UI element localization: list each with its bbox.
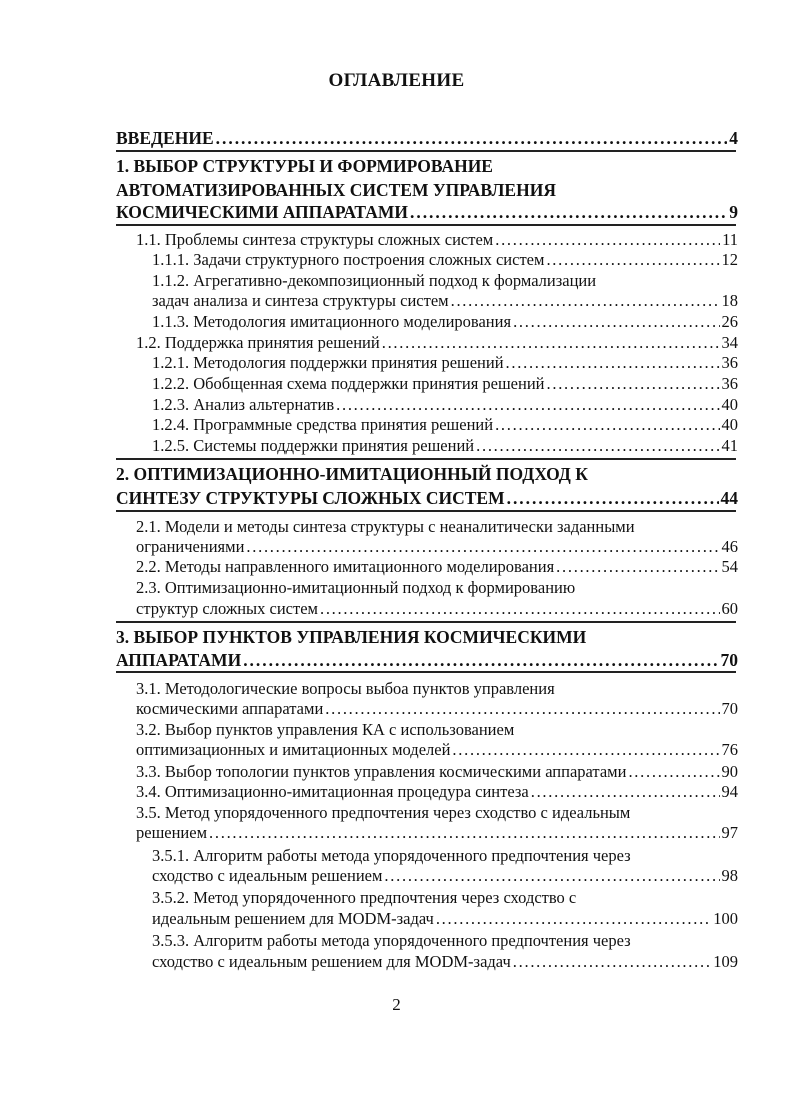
toc-2-3-line1: 2.3. Оптимизационно-имитационный подход к формированию [136, 578, 576, 597]
leader-dots [495, 415, 719, 435]
divider [116, 150, 736, 152]
toc-entry-1-2-5[interactable]: 1.2.5. Системы поддержки принятия решений . . . 41 [152, 436, 738, 456]
page-title: ОГЛАВЛЕНИЕ [328, 70, 465, 91]
toc-entry-3-3[interactable]: 3.3. Выбор топологии пунктов управления космическими аппаратами . . . 90 [136, 762, 738, 782]
leader-dots [452, 740, 719, 760]
divider [116, 621, 736, 623]
toc-entry-1-2-2[interactable]: 1.2.2. Обобщенная схема поддержки принятия решений . . . 36 [152, 374, 738, 394]
leader-dots [451, 291, 720, 311]
leader-dots [546, 250, 719, 270]
toc-entry-1-1[interactable]: 1.1. Проблемы синтеза структуры сложных систем . . . 11 [136, 230, 738, 250]
toc-ch3-line1: 3. ВЫБОР ПУНКТОВ УПРАВЛЕНИЯ КОСМИЧЕСКИМИ [116, 627, 587, 647]
toc-entry-1-1-1[interactable]: 1.1.1. Задачи структурного построения сложных систем . . . 12 [152, 250, 738, 270]
toc-3-5-1-line1: 3.5.1. Алгоритм работы метода упорядоченного предпочтения через [152, 846, 631, 865]
leader-dots [495, 230, 720, 250]
toc-3-2-line1: 3.2. Выбор пунктов управления КА с использованием [136, 720, 515, 739]
toc-ch2-line1: 2. ОПТИМИЗАЦИОННО-ИМИТАЦИОННЫЙ ПОДХОД К [116, 464, 588, 484]
leader-dots [410, 202, 727, 222]
divider [116, 510, 736, 512]
leader-dots [531, 782, 720, 802]
toc-entry-ch1[interactable]: КОСМИЧЕСКИМИ АППАРАТАМИ . . . 9 [116, 202, 738, 222]
toc-entry-2-2[interactable]: 2.2. Методы направленного имитационного моделирования . . . 54 [136, 557, 738, 577]
leader-dots [547, 374, 720, 394]
leader-dots [382, 333, 720, 353]
toc-entry-3-5-3[interactable]: сходство с идеальным решением для MODM-задач . . . 109 [152, 952, 738, 972]
leader-dots [513, 952, 711, 972]
leader-dots [216, 128, 728, 148]
toc-entry-ch3[interactable]: АППАРАТАМИ . . . 70 [116, 650, 738, 670]
divider [116, 224, 736, 226]
toc-entry-3-2[interactable]: оптимизационных и имитационных моделей . . . 76 [136, 740, 738, 760]
leader-dots [325, 699, 719, 719]
toc-ch1-line2: АВТОМАТИЗИРОВАННЫХ СИСТЕМ УПРАВЛЕНИЯ [116, 180, 556, 200]
toc-entry-1-2[interactable]: 1.2. Поддержка принятия решений . . . 34 [136, 333, 738, 353]
toc-entry-2-3[interactable]: структур сложных систем . . . 60 [136, 599, 738, 619]
divider [116, 671, 736, 673]
leader-dots [513, 312, 719, 332]
leader-dots [556, 557, 719, 577]
leader-dots [246, 537, 719, 557]
toc-2-1-line1: 2.1. Модели и методы синтеза структуры с неаналитически заданными [136, 517, 635, 536]
toc-1-1-2-line1: 1.1.2. Агрегативно-декомпозиционный подход к формализации [152, 271, 597, 290]
toc-3-5-2-line1: 3.5.2. Метод упорядоченного предпочтения через сходство с [152, 888, 577, 907]
toc-ch1-line1: 1. ВЫБОР СТРУКТУРЫ И ФОРМИРОВАНИЕ [116, 156, 493, 176]
toc-entry-1-2-1[interactable]: 1.2.1. Методология поддержки принятия решений . . . 36 [152, 353, 738, 373]
toc-3-5-line1: 3.5. Метод упорядоченного предпочтения через сходство с идеальным [136, 803, 631, 822]
page-number: 2 [392, 995, 401, 1014]
toc-3-1-line1: 3.1. Методологические вопросы выбоа пунктов управления [136, 679, 555, 698]
toc-entry-1-1-3[interactable]: 1.1.3. Методология имитационного моделирования . . . 26 [152, 312, 738, 332]
toc-entry-intro[interactable]: ВВЕДЕНИЕ . . . 4 [116, 128, 738, 148]
leader-dots [436, 909, 711, 929]
leader-dots [384, 866, 719, 886]
leader-dots [507, 488, 719, 508]
toc-3-5-3-line1: 3.5.3. Алгоритм работы метода упорядоченного предпочтения через [152, 931, 631, 950]
toc-entry-ch2[interactable]: СИНТЕЗУ СТРУКТУРЫ СЛОЖНЫХ СИСТЕМ . . . 44 [116, 488, 738, 508]
leader-dots [476, 436, 719, 456]
toc-entry-1-2-3[interactable]: 1.2.3. Анализ альтернатив . . . 40 [152, 395, 738, 415]
toc-entry-3-5-1[interactable]: сходство с идеальным решением . . . 98 [152, 866, 738, 886]
toc-entry-1-2-4[interactable]: 1.2.4. Программные средства принятия решений . . . 40 [152, 415, 738, 435]
leader-dots [628, 762, 719, 782]
toc-entry-3-5-2[interactable]: идеальным решением для MODM-задач . . . 100 [152, 909, 738, 929]
leader-dots [209, 823, 719, 843]
toc-entry-3-1[interactable]: космическими аппаратами . . . 70 [136, 699, 738, 719]
leader-dots [506, 353, 720, 373]
divider [116, 458, 736, 460]
toc-entry-3-5[interactable]: решением . . . 97 [136, 823, 738, 843]
leader-dots [336, 395, 719, 415]
toc-entry-1-1-2[interactable]: задач анализа и синтеза структуры систем . . . 18 [152, 291, 738, 311]
toc-entry-2-1[interactable]: ограничениями . . . 46 [136, 537, 738, 557]
toc-entry-3-4[interactable]: 3.4. Оптимизационно-имитационная процедура синтеза . . . 94 [136, 782, 738, 802]
leader-dots [320, 599, 720, 619]
leader-dots [243, 650, 718, 670]
